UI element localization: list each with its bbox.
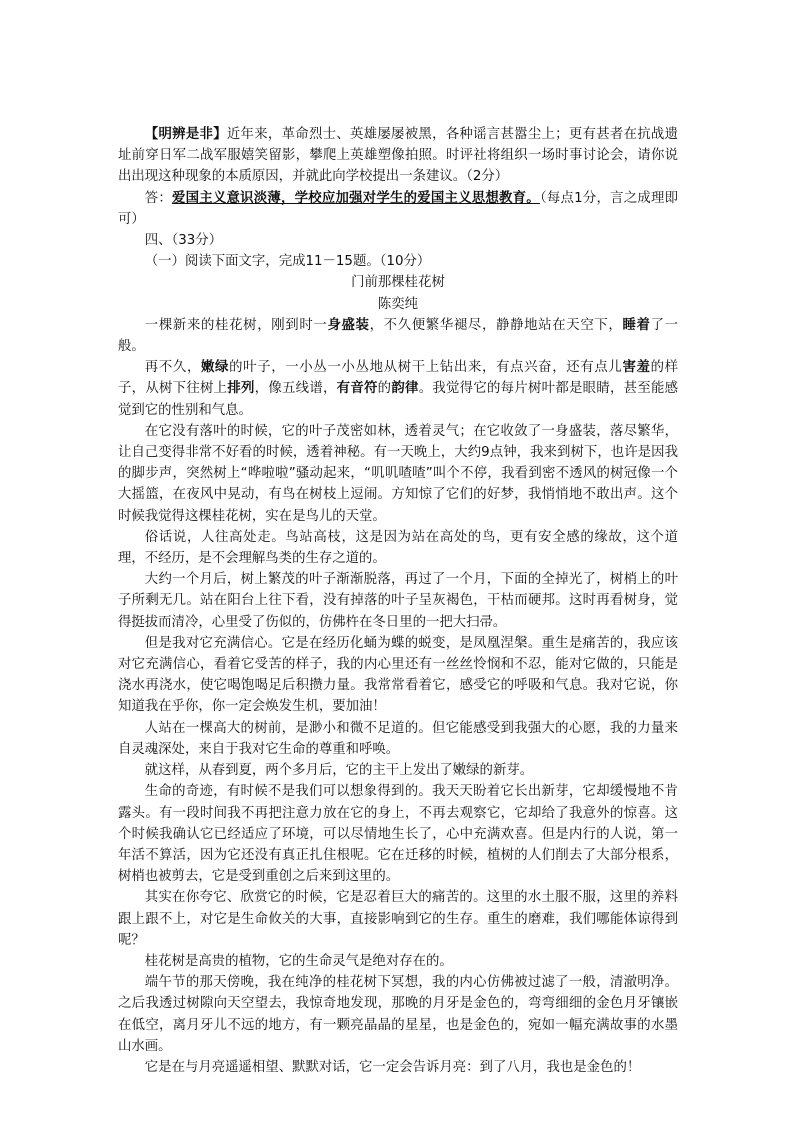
article-title: 门前那棵桂花树 bbox=[351, 275, 445, 291]
paragraph-1 bbox=[118, 315, 678, 357]
emphasis: 有音符 bbox=[336, 381, 378, 397]
text-run: 一棵新来的桂花树，刚到时一 bbox=[144, 317, 328, 333]
subsection-heading: （一）阅读下面文字，完成11－15题。（10分） bbox=[144, 254, 431, 270]
emphasis: 排列 bbox=[227, 381, 255, 397]
paragraph-6: 但是我对它充满信心。它是在经历化蛹为蝶的蜕变，是凤凰涅槃。重生是痛苦的，我应该对它充满信心，看着它受苦的样子，我的内心里还有一丝丝怜悯和不忍，能对它做的，只能是浇水再浇水，使它喝饱喝足后积攒力量。我常常看着它，感受它的呼吸和气息。我对它说，你知道我在乎你，你一定会焕发生机，要加油！ bbox=[118, 635, 678, 715]
text-run: 的样子，从树下往树上 bbox=[118, 360, 679, 397]
paragraph-2 bbox=[118, 357, 678, 421]
emphasis: 嫩绿 bbox=[201, 360, 230, 376]
question-text: 近年来，革命烈士、英雄屡屡被黑，各种谣言甚嚣尘上；更有甚者在抗战遗址前穿日军二战军服嬉笑留影，攀爬上英雄塑像拍照。时评社将组织一场时事讨论会，请你说出出现这种现象的本质原因，并就此向学校提出一条建议。（2分） bbox=[118, 127, 678, 185]
emphasis: 韵律 bbox=[391, 381, 419, 397]
paragraph-4: 俗话说，人往高处走。鸟站高枝，这是因为站在高处的鸟，更有安全感的缘故，这个道理，不经历，是不会理解鸟类的生存之道的。 bbox=[118, 529, 678, 567]
paragraph-13: 它是在与月亮遥遥相望、默默对话，它一定会告诉月亮：到了八月，我也是金色的！ bbox=[144, 1059, 641, 1075]
paragraph-11: 桂花树是高贵的植物，它的生命灵气是绝对存在的。 bbox=[144, 953, 453, 969]
text-run: ，像五线谱， bbox=[254, 381, 337, 397]
text-run: 。我觉得它的每片树叶都是眼睛，甚至能感觉到它的性别和气息。 bbox=[118, 381, 679, 418]
question-10 bbox=[118, 124, 678, 188]
paragraph-7: 人站在一棵高大的树前，是渺小和微不足道的。但它能感受到我强大的心愿，我的力量来自灵魂深处，来自于我对它生命的尊重和呼唤。 bbox=[118, 720, 678, 757]
section-heading: 四、（33分） bbox=[144, 233, 223, 249]
paragraph-5: 大约一个月后，树上繁茂的叶子渐渐脱落，再过了一个月，下面的全掉光了，树梢上的叶子所剩无几。站在阳台上往下看，没有掉落的叶子呈灰褐色，干枯而硬邦。这时再看树身，觉得挺拔而清冷，心里受了伤似的，仿佛杵在冬日里的一把大扫帚。 bbox=[118, 572, 678, 630]
answer-text: 爱国主义意识淡薄，学校应加强对学生的爱国主义思想教育。 bbox=[172, 190, 540, 206]
text-run: 再不久， bbox=[144, 360, 201, 376]
answer-label: 答： bbox=[144, 190, 173, 206]
answer-line bbox=[118, 188, 678, 230]
answer-note: （每点1分，言之成理即可） bbox=[118, 190, 678, 227]
document-page bbox=[118, 124, 678, 1078]
paragraph-10: 其实在你夸它、欣赏它的时候，它是忍着巨大的痛苦的。这里的水土服不服，这里的养料跟上跟不上，对它是生命攸关的大事，直接影响到它的生存。重生的磨难，我们哪能体谅得到呢？ bbox=[118, 890, 678, 948]
emphasis: 害羞 bbox=[622, 360, 651, 376]
paragraph-9: 生命的奇迹，有时候不是我们可以想象得到的。我天天盼着它长出新芽，它却缓慢地不肯露头。有一段时间我不再把注意力放在它的身上，不再去观察它，它却给了我意外的惊喜。这个时候我确认它已经适应了环境，可以尽情地生长了，心中充满欢喜。但是内行的人说，第一年活不算活，因为它还没有真正扎住根呢。它在迁移的时候，植树的人们削去了大部分根系，树梢也被剪去，它是受到重创之后来到这里的。 bbox=[118, 784, 678, 885]
text-run: 的 bbox=[377, 381, 392, 397]
emphasis: 睡着 bbox=[622, 317, 651, 333]
emphasis: 身盛装 bbox=[327, 317, 370, 333]
paragraph-12: 端午节的那天傍晚，我在纯净的桂花树下冥想，我的内心仿佛被过滤了一般，清澈明净。之后我透过树隙向天空望去，我惊奇地发现，那晚的月牙是金色的，弯弯细细的金色月牙镶嵌在低空，离月牙儿不远的地方，有一颗亮晶晶的星星，也是金色的，宛如一幅充满故事的水墨山水画。 bbox=[118, 975, 678, 1054]
text-run: 的叶子，一小丛一小丛地从树干上钻出来，有点兴奋，还有点儿 bbox=[229, 360, 623, 376]
paragraph-3: 在它没有落叶的时候，它的叶子茂密如林，透着灵气；在它收敛了一身盛装，落尽繁华，让自己变得非常不好看的时候，透着神秘。有一天晚上，大约9点钟，我来到树下，也许是因我的脚步声，突然树上“哗啦啦”骚动起来，“叽叽喳喳”叫个不停，我看到密不透风的树冠像一个大摇篮，在夜风中晃动，有鸟在树枝上逗闹。方知惊了它们的好梦，我悄悄地不敢出声。这个时候我觉得这棵桂花树，实在是鸟儿的天堂。 bbox=[118, 423, 678, 524]
text-run: ，不久便繁华褪尽，静静地站在天空下， bbox=[369, 317, 623, 333]
text-run: 了一般。 bbox=[118, 317, 679, 355]
paragraph-8: 就这样，从春到夏，两个多月后，它的主干上发出了嫩绿的新芽。 bbox=[144, 763, 534, 779]
question-tag: 【明辨是非】 bbox=[144, 127, 227, 142]
article-author: 陈奕纯 bbox=[377, 296, 419, 312]
